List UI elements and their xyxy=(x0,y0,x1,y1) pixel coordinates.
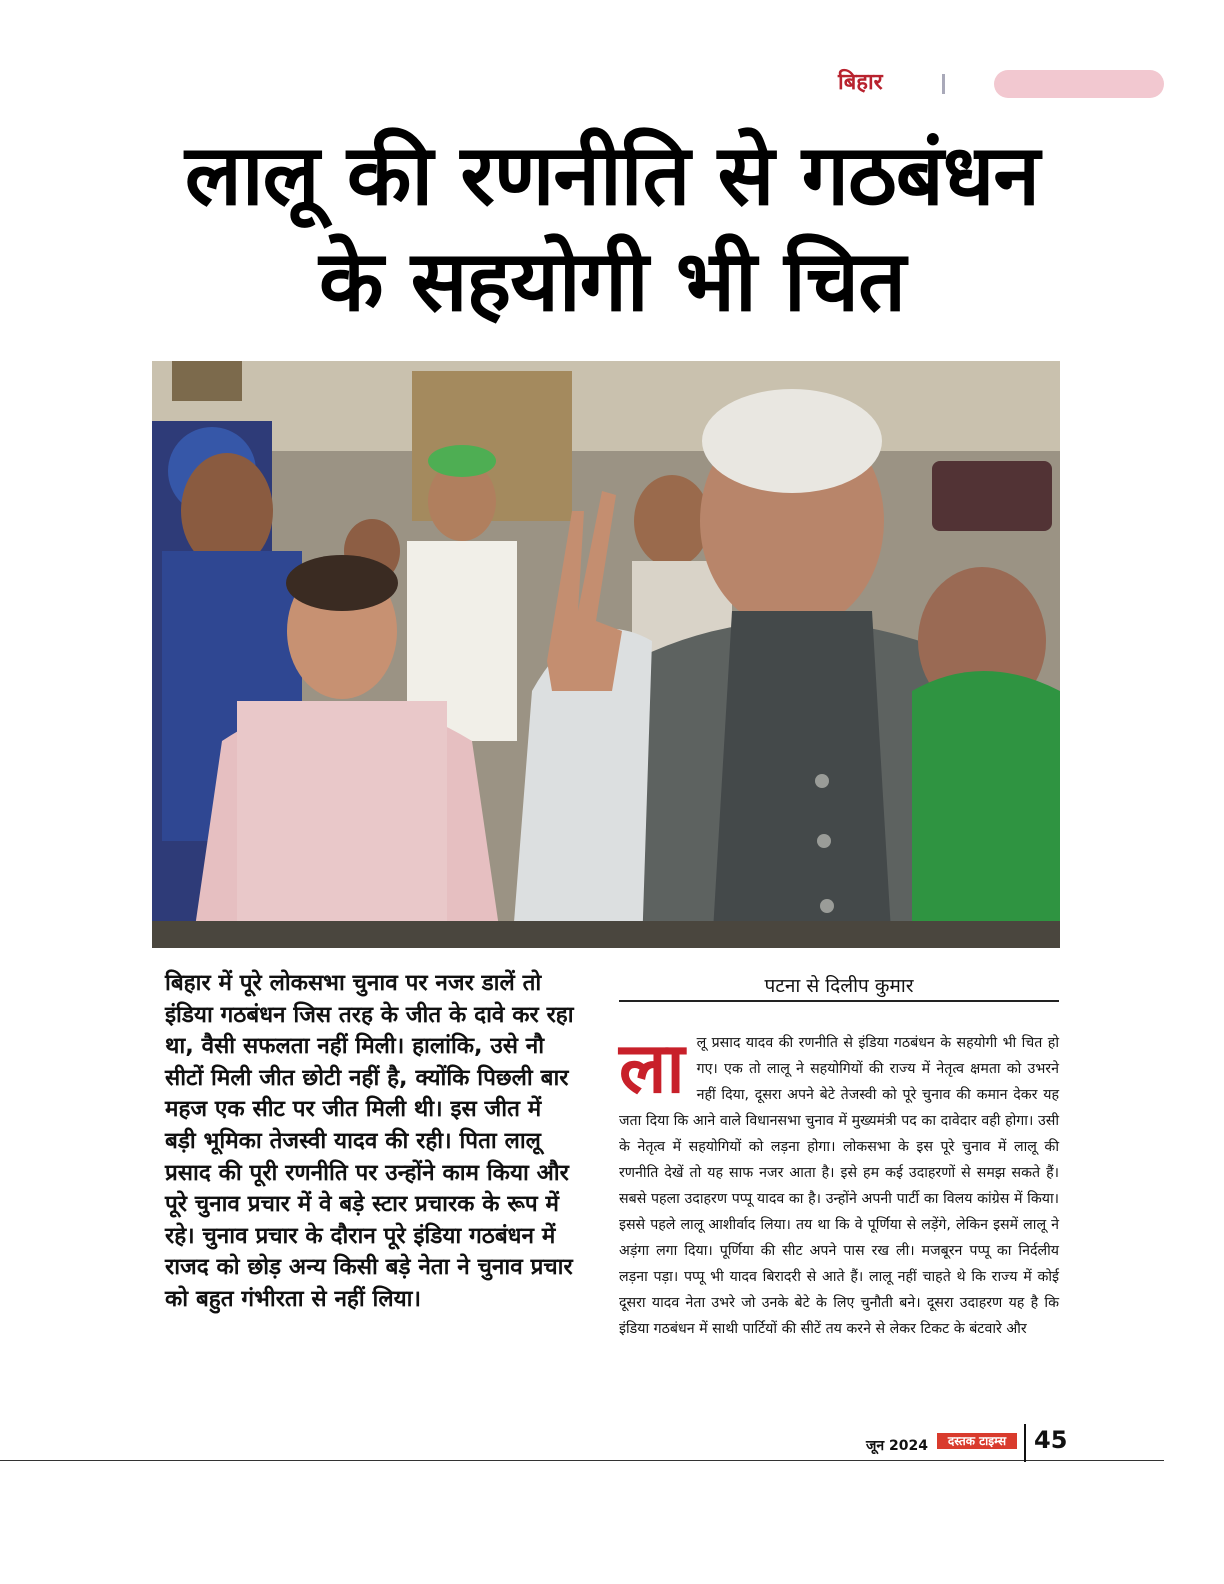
page-number: 45 xyxy=(1034,1426,1068,1454)
footer-rule xyxy=(0,1460,1164,1461)
footer-brand-logo: दस्तक टाइम्स xyxy=(937,1433,1017,1449)
footer-date: जून 2024 xyxy=(866,1438,928,1454)
headline-line-1: लालू की रणनीति से गठबंधन xyxy=(184,126,1040,224)
article-text: लू प्रसाद यादव की रणनीति से इंडिया गठबंधन के सहयोगी भी चित हो गए। एक तो लालू ने सहयोगियों की राज्य में नेतृत्व क्षमता को उभरने नहीं दिया, दूसरा अपने बेटे तेजस्वी को पूरे चुनाव की कमान देकर यह जता दिया कि आने वाले विधानसभा चुनाव में मुख्यमंत्री पद का दावेदार वही होगा। उसी के नेतृत्व में सहयोगियों को लड़ना होगा। लोकसभा के इस पूरे चुनाव में लालू की रणनीति देखें तो यह साफ नजर आता है। इसे हम कई उदाहरणों से समझ सकते हैं। सबसे पहला उदाहरण पप्पू यादव का है। उन्होंने अपनी पार्टी का विलय कांग्रेस में किया। इससे पहले लालू आशीर्वाद लिया। तय था कि वे पूर्णिया से लड़ेंगे, लेकिन इसमें लालू ने अड़ंगा लगा दिया। पूर्णिया की सीट अपने पास रख ली। मजबूरन पप्पू का निर्दलीय लड़ना पड़ा। पप्पू भी यादव बिरादरी से आते हैं। लालू नहीं चाहते थे कि राज्य में कोई दूसरा यादव नेता उभरे जो उनके बेटे के लिए चुनौती बने। दूसरा उदाहरण यह है कि इंडिया गठबंधन में साथी पार्टियों की सीटें तय करने से लेकर टिकट के बंटवारे और xyxy=(619,1035,1059,1337)
article-body xyxy=(619,1027,1059,1342)
headline xyxy=(60,122,1164,334)
lead-photo xyxy=(152,361,1060,948)
section-label: बिहार xyxy=(838,70,883,95)
headline-line-2: के सहयोगी भी चित xyxy=(319,232,905,330)
deck-summary: बिहार में पूरे लोकसभा चुनाव पर नजर डालें तो इंडिया गठबंधन जिस तरह के जीत के दावे कर रहा था, वैसी सफलता नहीं मिली। हालांकि, उसे नौ सीटों मिली जीत छोटी नहीं है, क्योंकि पिछली बार महज एक सीट पर जीत मिली थी। इस जीत में बड़ी भूमिका तेजस्वी यादव की रही। पिता लालू प्रसाद की पूरी रणनीति पर उन्होंने काम किया और पूरे चुनाव प्रचार में वे बड़े स्टार प्रचारक के रूप में रहे। चुनाव प्रचार के दौरान पूरे इंडिया गठबंधन में राजद को छोड़ अन्य किसी बड़े नेता ने चुनाव प्रचार को बहुत गंभीरता से नहीं लिया। xyxy=(165,970,574,1312)
section-divider xyxy=(942,74,945,94)
byline-rule xyxy=(619,1000,1059,1002)
lead-photo-illustration xyxy=(152,361,1060,948)
header-pill xyxy=(994,70,1164,98)
byline: पटना से दिलीप कुमार xyxy=(764,975,914,997)
footer-divider xyxy=(1024,1424,1026,1462)
dropcap: ला xyxy=(619,1027,685,1109)
